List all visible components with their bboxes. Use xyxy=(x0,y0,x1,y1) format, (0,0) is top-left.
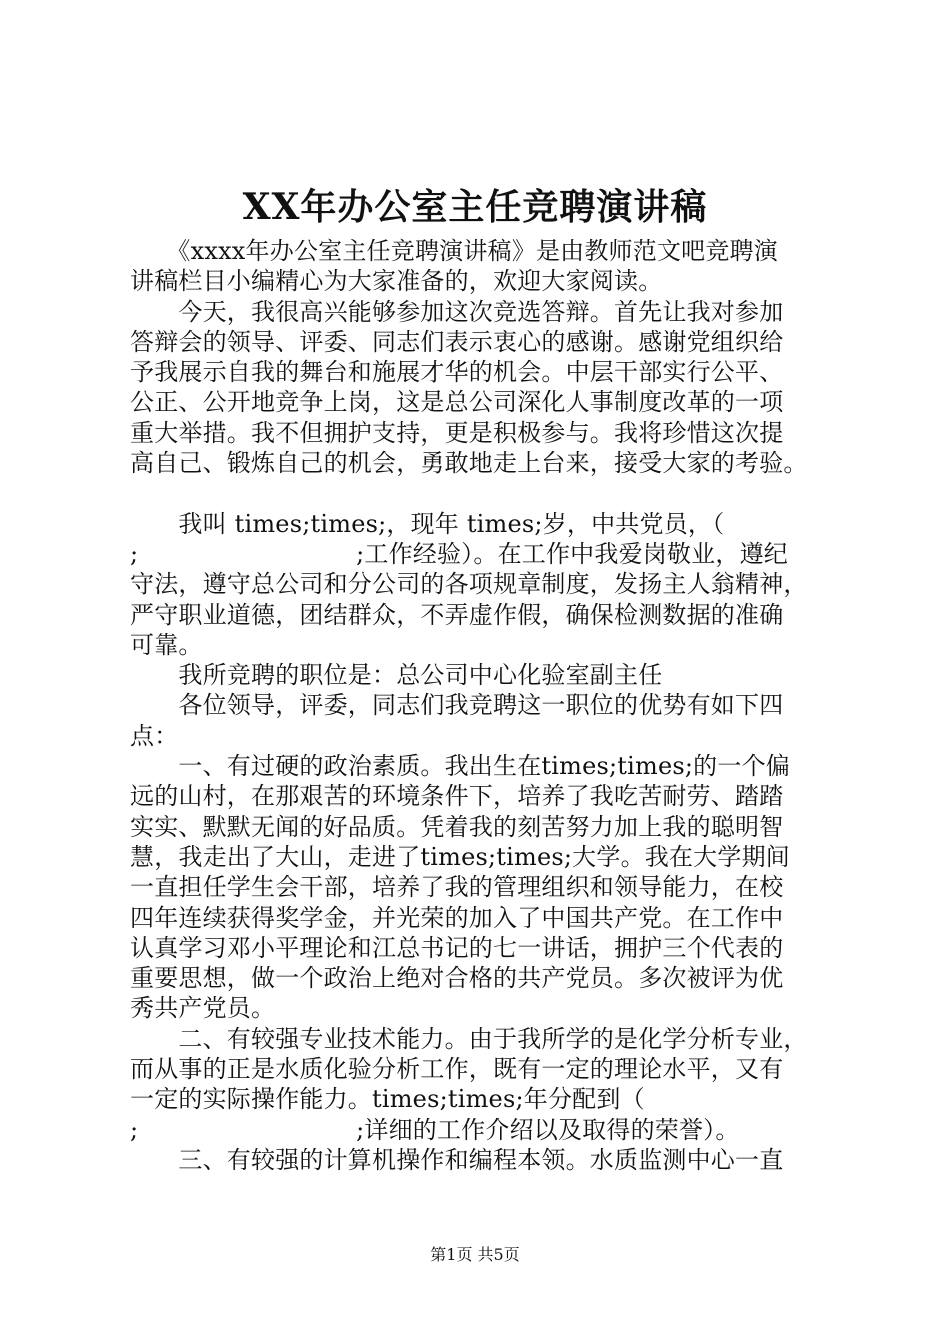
body-line: 一定的实际操作能力。times;times;年分配到（ xyxy=(130,1085,645,1114)
body-line: 守法，遵守总公司和分公司的各项规章制度，发扬主人翁精神， xyxy=(130,570,808,599)
body-line: 严守职业道德，团结群众，不弄虚作假，确保检测数据的准确 xyxy=(130,600,784,629)
body-line: 认真学习邓小平理论和江总书记的七一讲话，拥护三个代表的 xyxy=(130,933,784,962)
body-line: 远的山村，在那艰苦的环境条件下，培养了我吃苦耐劳、踏踏 xyxy=(130,782,784,811)
body-line: 今天，我很高兴能够参加这次竞选答辩。首先让我对参加 xyxy=(130,297,784,326)
body-line: 公正、公开地竞争上岗，这是总公司深化人事制度改革的一项 xyxy=(130,388,784,417)
body-line: 可靠。 xyxy=(130,630,203,659)
body-line: 二、有较强专业技术能力。由于我所学的是化学分析专业， xyxy=(130,1024,808,1053)
body-line: 重要思想，做一个政治上绝对合格的共产党员。多次被评为优 xyxy=(130,964,784,993)
body-line: 予我展示自我的舞台和施展才华的机会。中层干部实行公平、 xyxy=(130,358,784,387)
body-line: 答辩会的领导、评委、同志们表示衷心的感谢。感谢党组织给 xyxy=(130,327,784,356)
body-line: ; ;工作经验）。在工作中我爱岗敬业，遵纪 xyxy=(130,539,788,568)
body-line: 我叫 times;times;，现年 times;岁，中共党员，（ xyxy=(130,509,725,538)
body-line: 《xxxx年办公室主任竞聘演讲稿》是由教师范文吧竞聘演 xyxy=(130,237,778,265)
body-line: 重大举措。我不但拥护支持，更是积极参与。我将珍惜这次提 xyxy=(130,418,784,447)
body-line: 一、有过硬的政治素质。我出生在times;times;的一个偏 xyxy=(130,752,790,781)
body-line: 实实、默默无闻的好品质。凭着我的刻苦努力加上我的聪明智 xyxy=(130,812,784,841)
page-footer: 第1页 共5页 xyxy=(430,1245,520,1264)
body-line: 高自己、锻炼自己的机会，勇敢地走上台来，接受大家的考验。 xyxy=(130,449,808,478)
body-line: 秀共产党员。 xyxy=(130,994,276,1023)
body-line: 而从事的正是水质化验分析工作，既有一定的理论水平，又有 xyxy=(130,1055,784,1084)
body-line: 一直担任学生会干部，培养了我的管理组织和领导能力，在校 xyxy=(130,873,784,902)
body-line: 三、有较强的计算机操作和编程本领。水质监测中心一直 xyxy=(130,1145,784,1174)
body-line: 讲稿栏目小编精心为大家准备的，欢迎大家阅读。 xyxy=(130,267,663,296)
body-line: ; ;详细的工作介绍以及取得的荣誉）。 xyxy=(130,1115,740,1144)
document-title: XX年办公室主任竞聘演讲稿 xyxy=(242,186,708,228)
document-body xyxy=(130,236,830,1175)
body-line: 点： xyxy=(130,721,179,750)
body-line: 我所竞聘的职位是：总公司中心化验室副主任 xyxy=(130,661,663,690)
body-line: 四年连续获得奖学金，并光荣的加入了中国共产党。在工作中 xyxy=(130,903,784,932)
body-line: 慧，我走出了大山，走进了times;times;大学。我在大学期间 xyxy=(130,842,790,871)
blank-line xyxy=(130,478,830,508)
body-line: 各位领导，评委，同志们我竞聘这一职位的优势有如下四 xyxy=(130,691,784,720)
